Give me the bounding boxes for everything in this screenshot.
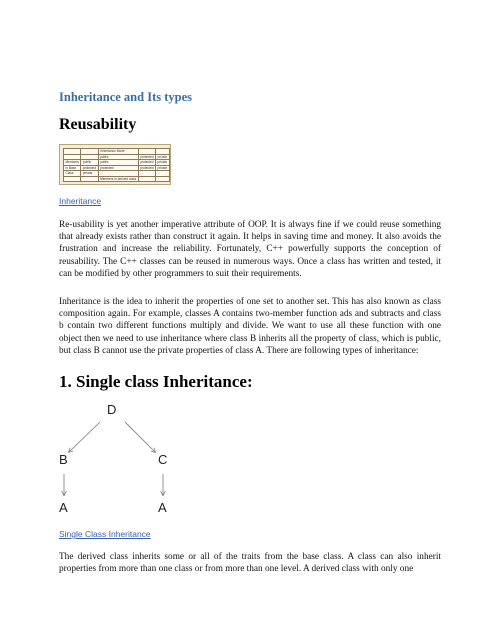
single-inheritance-heading: 1. Single class Inheritance: [59,372,253,391]
table-cell: public [98,154,138,160]
single-class-inheritance-link[interactable]: Single Class Inheritance [59,529,151,539]
table-cell [64,176,81,182]
node-b: B [59,452,68,467]
arrow-d-to-c [125,422,155,452]
table-cell [138,176,155,182]
inheritance-table-image [59,144,171,185]
inheritance-table [63,148,170,182]
table-cell: - [98,171,138,177]
node-c: C [158,452,168,467]
node-a-left: A [59,500,68,515]
table-row [64,176,170,182]
table-cell: Members in derived class [100,176,137,181]
table-cell: private [157,160,168,165]
single-inheritance-diagram [55,400,195,522]
reusability-heading: Reusability [59,116,137,133]
table-cell [81,176,98,182]
table-cell: public [98,160,138,166]
paragraph-inheritance: Inheritance is the idea to inherit the properties of one set to another set. This has also known as class composition again. For example, classes A contains two-member function ads and subtracts and class b contain two different functions multiply and divide. We want to use all these function with one object then we need to use inheritance where class B inherits all the property of class, which is public, but class B cannot use the private properties of class A. There are following types of inheritance: [59,297,441,356]
table-cell: private [81,171,98,177]
table-cell: Members [65,160,79,165]
table-cell: - [156,171,170,177]
inheritance-link[interactable]: Inheritance [59,196,102,206]
paragraph-derived-class: The derived class inherits some or all of the traits from the base class. A class can also inherit properties from more than one class or from more than one level. A derived class with only one [59,552,441,575]
table-cell: protected [140,165,154,170]
node-a-right: A [158,500,167,515]
table-cell: public [81,160,98,166]
table-cell: Inheritance Mode [98,149,138,155]
arrow-d-to-b [69,422,100,452]
table-cell: protected [82,165,97,170]
table-cell: Class [64,171,81,177]
diagram-arrows [55,400,195,522]
table-cell: protected [98,165,138,171]
table-cell: protected [140,154,154,159]
node-d: D [107,402,117,417]
table-cell: - [138,171,155,177]
paragraph-reusability: Re-usability is yet another imperative attribute of OOP. It is always fine if we could reuse something that already exists rather than construct it again. It helps in saving time and money. It also avoids the frustration and increase the reliability. Fortunately, C++ powerfully supports the conception of reusability. The C++ classes can be reused in numerous ways. Once a class has written and tested, it can be modified by other programmers to suit their requirements. [59,220,441,279]
table-cell: in Base [64,165,81,171]
table-cell [156,176,170,182]
table-cell: private [157,154,168,159]
table-cell: protected [140,160,154,165]
table-cell: private [157,165,168,170]
section-heading: Inheritance and Its types [59,90,192,104]
